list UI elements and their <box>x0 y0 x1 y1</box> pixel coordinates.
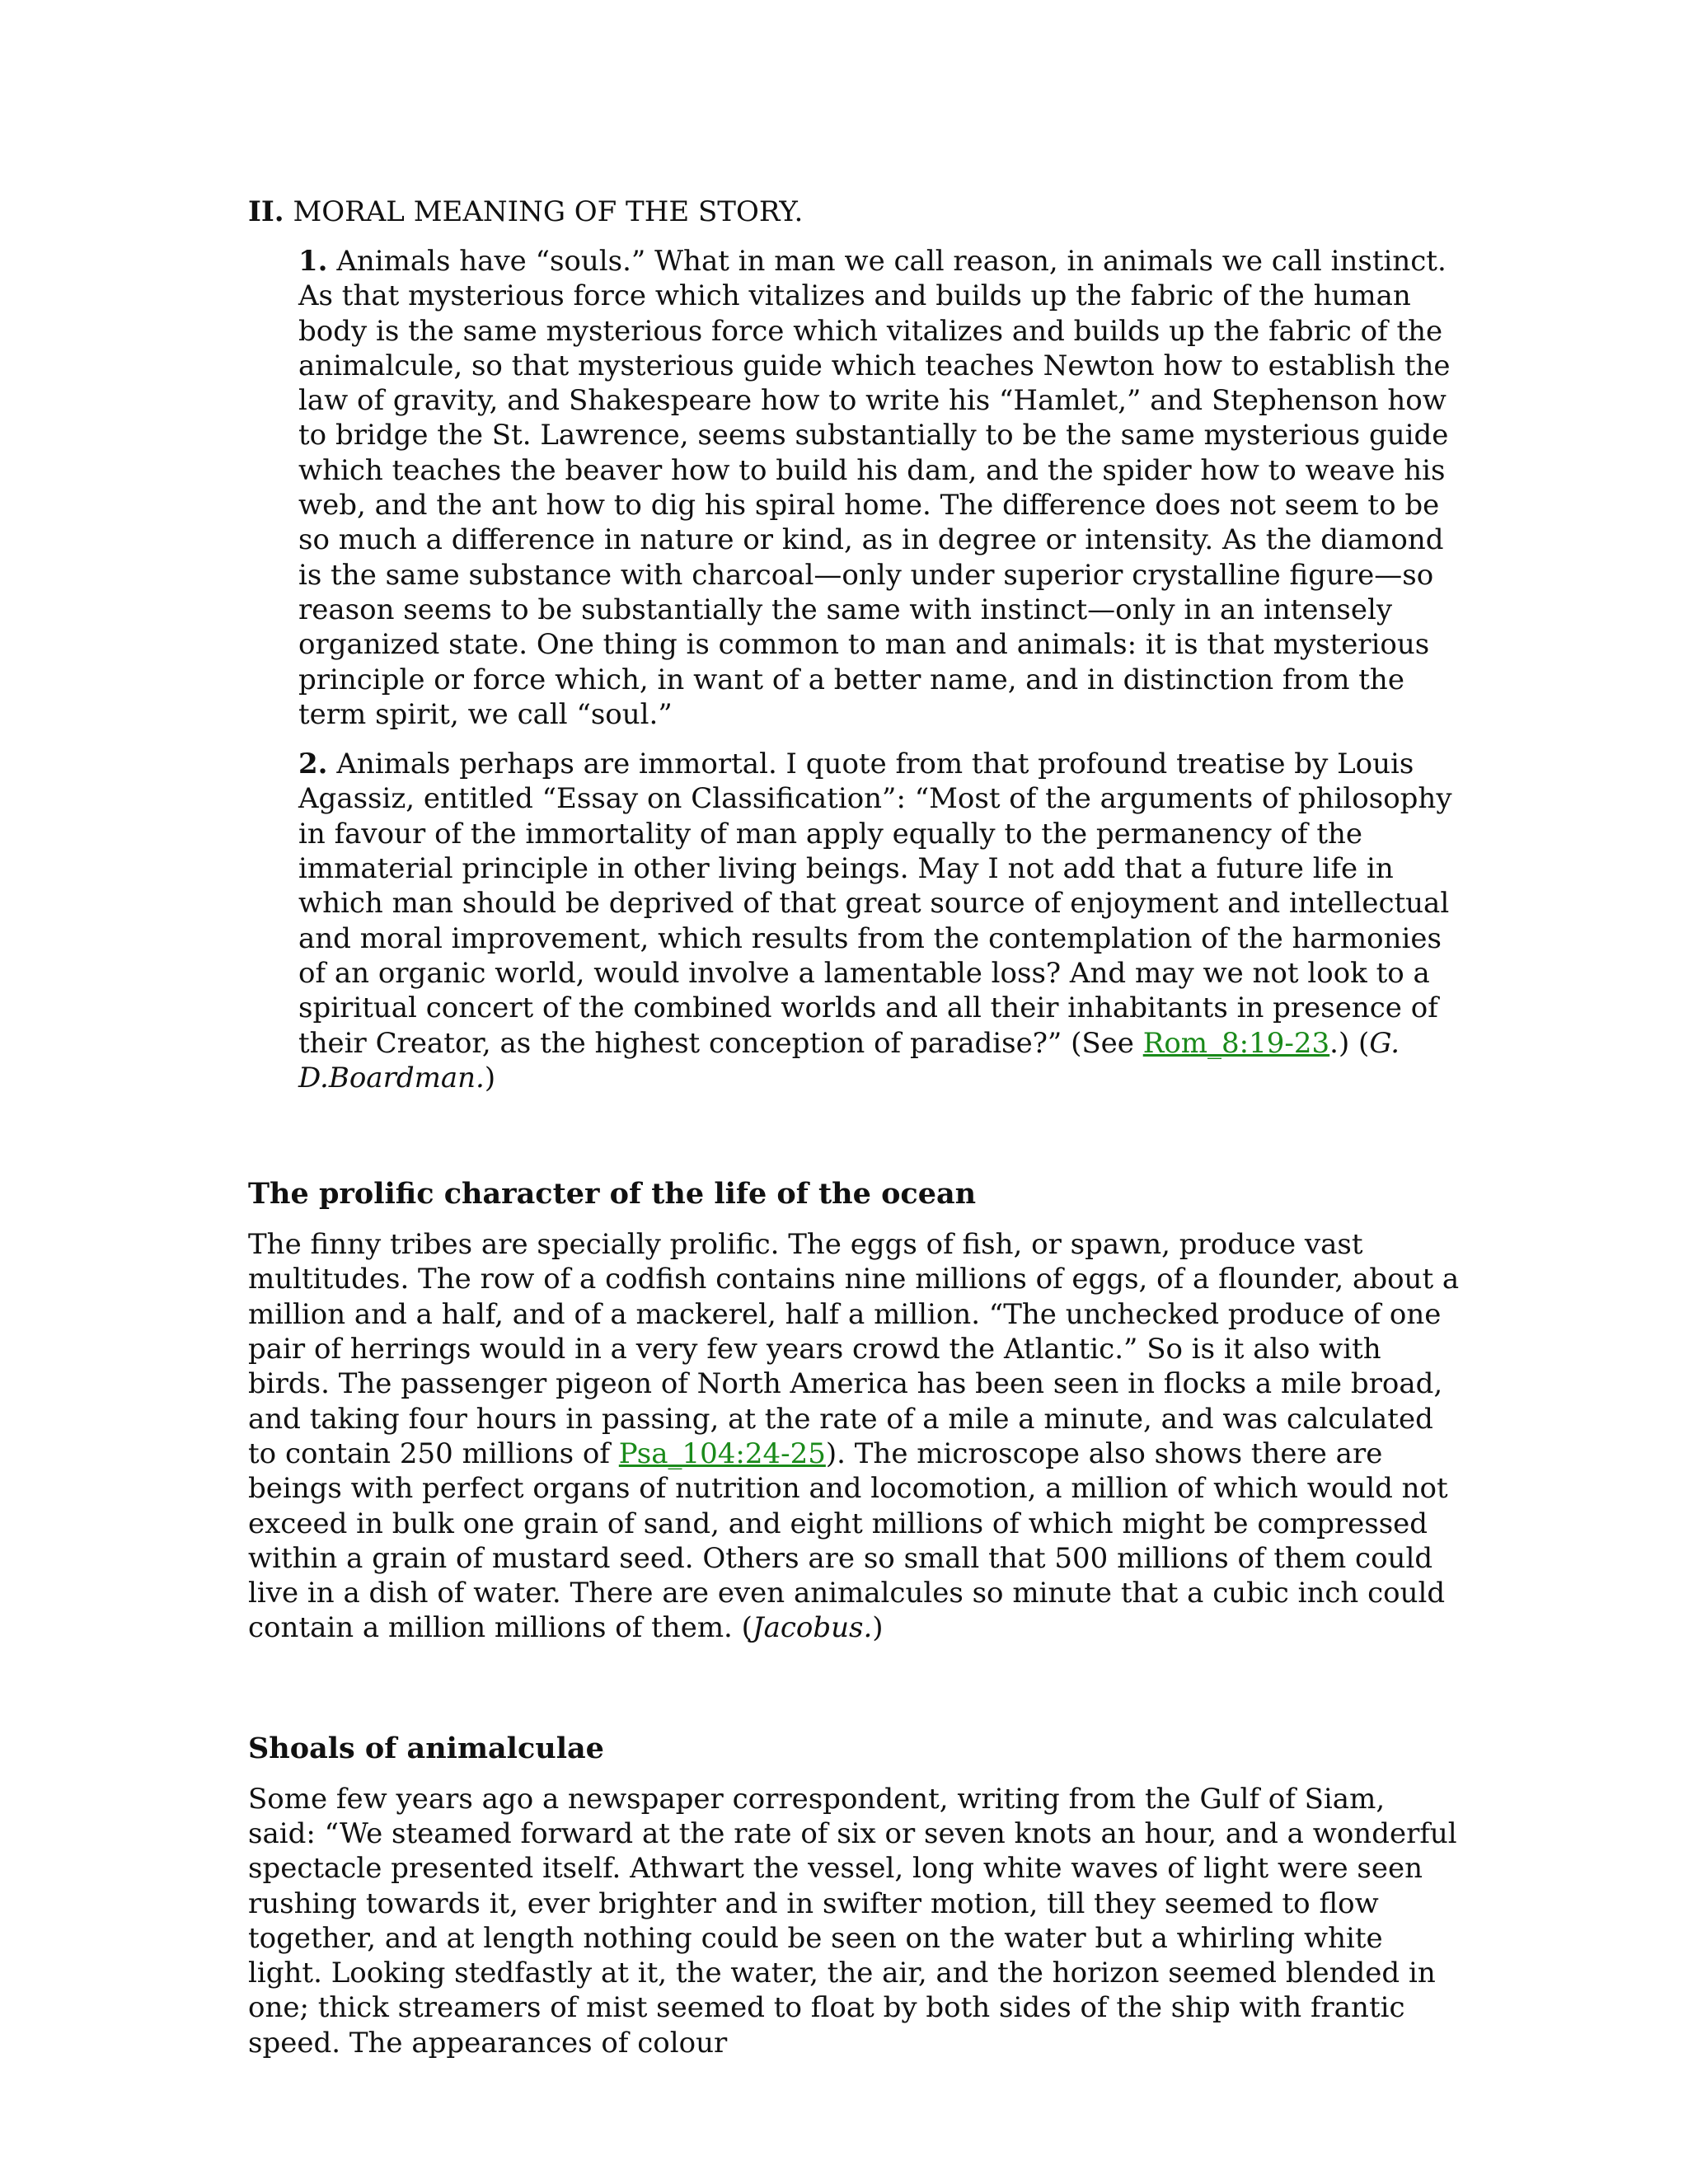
point-2-paragraph <box>298 747 1460 1095</box>
section-title: MORAL MEANING OF THE STORY. <box>293 195 804 228</box>
point-1-number: 1. <box>298 245 328 278</box>
point-1-text: Animals have “souls.” What in man we call reason, in animals we call instinct. As that mysterious force which vitalizes and builds up the fabric of the human body is the same mysterious force which vitalizes and builds up the fabric of the animalcule, so that mysterious guide which teaches Newton how to establish the law of gravity, and Shakespeare how to write his “Hamlet,” and Stephenson how to bridge the St. Lawrence, seems substantially to be the same mysterious guide which teaches the beaver how to build his dam, and the spider how to weave his web, and the ant how to dig his spiral home. The difference does not seem to be so much a difference in nature or kind, as in degree or intensity. As the diamond is the same substance with charcoal—only under superior crystalline figure—so reason seems to be substantially the same with instinct—only in an intensely organized state. One thing is common to man and animals: it is that mysterious principle or force which, in want of a better name, and in distinction from the term spirit, we call “soul.” <box>298 245 1451 731</box>
ocean-closing: ) <box>872 1611 884 1645</box>
point-1-paragraph <box>298 244 1460 732</box>
ocean-heading: The prolific character of the life of the ocean <box>248 1177 977 1212</box>
section-number: II. <box>248 195 284 228</box>
point-2-author: G. D.Boardman. <box>298 1026 1400 1094</box>
point-2-text: Animals perhaps are immortal. I quote from that profound treatise by Louis Agassiz, entitled “Essay on Classification”: “Most of the arguments of philosophy in favour of the immortality of man apply equally to the permanency of the immaterial principle in other living beings. May I not add that a future life in which man should be deprived of that great source of enjoyment and intellectual and moral improvement, which results from the contemplation of the harmonies of an organic world, would involve a lamentable loss? And may we not look to a spiritual concert of the combined worlds and all their inhabitants in presence of their Creator, as the highest conception of paradise?” (See <box>298 748 1452 1060</box>
point-2-number: 2. <box>298 748 328 781</box>
section-heading <box>248 194 1460 229</box>
ocean-text-after-ref: ). The microscope also shows there are beings with perfect organs of nutrition and locomotion, a million of which would not exceed in bulk one grain of sand, and eight millions of which might be compressed within a grain of mustard seed. Others are so small that 500 millions of them could live in a dish of water. There are even animalcules so minute that a cubic inch could contain a million millions of them. ( <box>248 1436 1448 1645</box>
scripture-link-rom[interactable]: Rom_8:19-23 <box>1142 1026 1330 1060</box>
scripture-link-psa[interactable]: Psa_104:24-25 <box>618 1436 826 1470</box>
shoals-heading: Shoals of animalculae <box>248 1731 604 1765</box>
shoals-paragraph: Some few years ago a newspaper correspondent, writing from the Gulf of Siam, said: “We steamed forward at the rate of six or seven knots an hour, and a wonderful spectacle presented itself. Athwart the vessel, long white waves of light were seen rushing towards it, ever brighter and in swifter motion, till they seemed to flow together, and at length nothing could be seen on the water but a whirling white light. Looking stedfastly at it, the water, the air, and the horizon seemed blended in one; thick streamers of mist seemed to float by both sides of the ship with frantic speed. The appearances of colour <box>248 1782 1457 2060</box>
point-2-after-ref: .) ( <box>1329 1026 1370 1060</box>
document-page <box>248 194 1460 2060</box>
ocean-text-before-ref: The finny tribes are specially prolific. The eggs of fish, or spawn, produce vast multitudes. The row of a codfish contains nine millions of eggs, of a flounder, about a million and a half, and of a mackerel, half a million. “The unchecked produce of one pair of herrings would in a very few years crowd the Atlantic.” So is it also with birds. The passenger pigeon of North America has been seen in flocks a mile broad, and taking four hours in passing, at the rate of a mile a minute, and was calculated to contain 250 millions of <box>248 1228 1460 1470</box>
ocean-author: Jacobus. <box>752 1611 873 1645</box>
point-2-closing: ) <box>484 1061 496 1094</box>
ocean-paragraph <box>248 1227 1460 1646</box>
